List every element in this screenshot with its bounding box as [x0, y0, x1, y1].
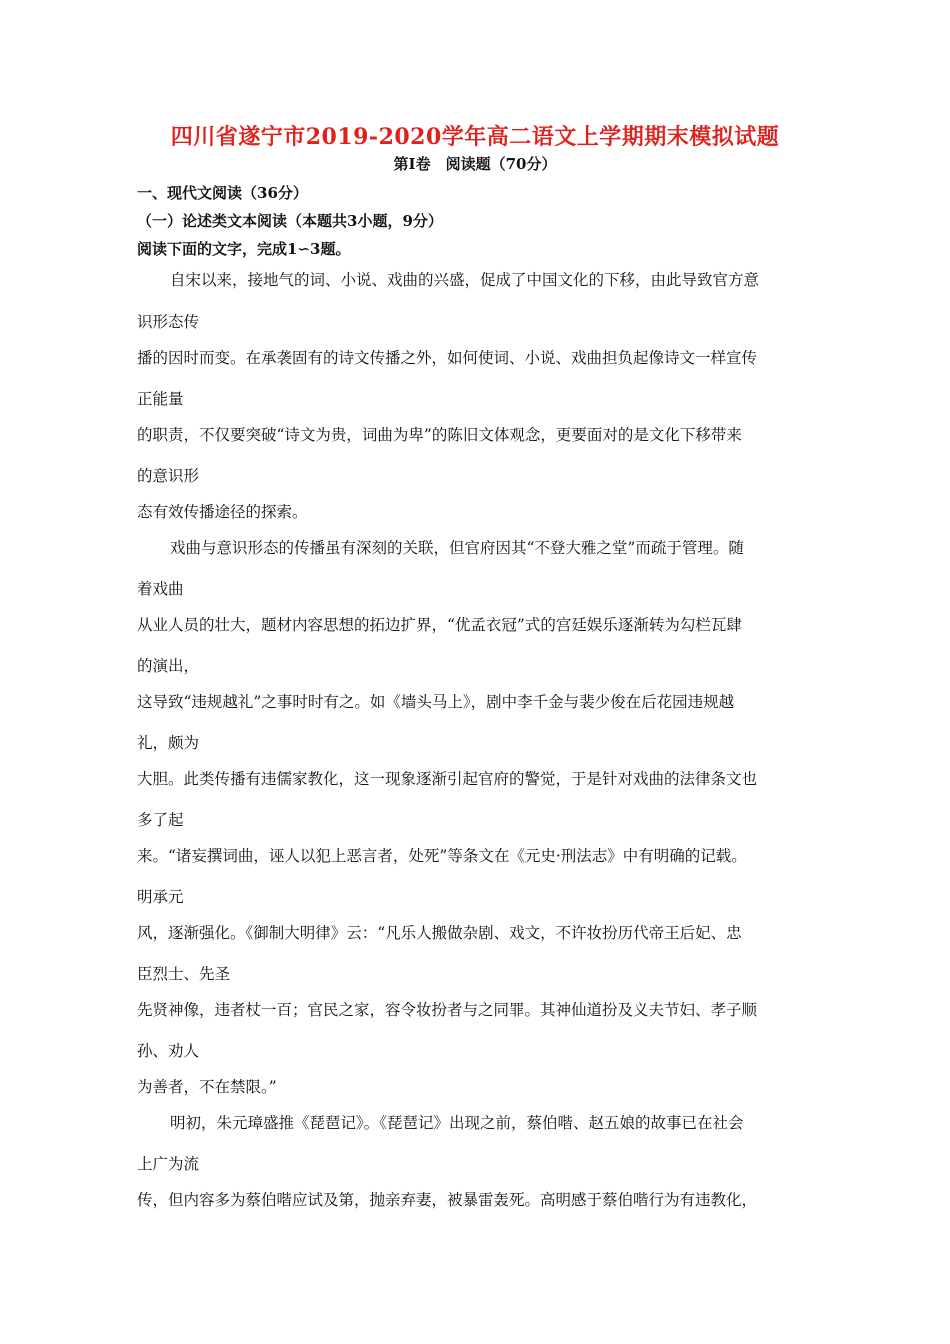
paragraph-line: 风，逐渐强化。《御制大明律》云：“凡乐人搬做杂剧、戏文，不许妆扮历代帝王后妃、忠 [137, 924, 742, 942]
paragraph-line: 臣烈士、先圣 [137, 965, 231, 983]
paragraph-line: 大胆。此类传播有违儒家教化，这一现象逐渐引起官府的警觉，于是针对戏曲的法律条文也 [137, 770, 758, 788]
section-heading: 一、现代文阅读（36分） [137, 184, 308, 202]
paragraph-line: 识形态传 [137, 313, 200, 331]
paragraph-line: 的演出， [137, 657, 200, 675]
paragraph-line: 从业人员的壮大，题材内容思想的拓边扩界，“优孟衣冠”式的宫廷娱乐逐渐转为勾栏瓦肆 [137, 616, 742, 634]
paragraph-line: 着戏曲 [137, 580, 184, 598]
paragraph-line: 播的因时而变。在承袭固有的诗文传播之外，如何使词、小说、戏曲担负起像诗文一样宣传 [137, 349, 758, 367]
paragraph-line: 礼，颇为 [137, 734, 200, 752]
paragraph-line: 明初，朱元璋盛推《琵琶记》。《琵琶记》出现之前，蔡伯喈、赵五娘的故事已在社会 [170, 1114, 744, 1132]
paragraph-line: 多了起 [137, 811, 184, 829]
document-title: 四川省遂宁市2019-2020学年高二语文上学期期末模拟试题 [170, 124, 780, 150]
document-subtitle: 第Ⅰ卷 阅读题（70分） [393, 155, 557, 173]
paragraph-line: 自宋以来，接地气的词、小说、戏曲的兴盛，促成了中国文化的下移，由此导致官方意 [170, 271, 760, 289]
paragraph-line: 戏曲与意识形态的传播虽有深刻的关联，但官府因其“不登大雅之堂”而疏于管理。随 [170, 539, 744, 557]
paragraph-line: 传，但内容多为蔡伯喈应试及第，抛亲弃妻，被暴雷轰死。高明感于蔡伯喈行为有违教化， [137, 1191, 758, 1209]
paragraph-line: 态有效传播途径的探索。 [137, 503, 308, 521]
paragraph-line: 先贤神像，违者杖一百；官民之家，容令妆扮者与之同罪。其神仙道扮及义夫节妇、孝子顺 [137, 1001, 758, 1019]
paragraph-line: 明承元 [137, 888, 184, 906]
reading-instruction: 阅读下面的文字，完成1∽3题。 [137, 240, 351, 258]
paragraph-line: 的职责，不仅要突破“诗文为贵，词曲为卑”的陈旧文体观念，更要面对的是文化下移带来 [137, 426, 742, 444]
paragraph-line: 正能量 [137, 390, 184, 408]
paragraph-line: 为善者，不在禁限。” [137, 1078, 277, 1096]
paragraph-line: 的意识形 [137, 467, 200, 485]
paragraph-line: 来。“诸妄撰词曲，诬人以犯上恶言者，处死”等条文在《元史·刑法志》中有明确的记载。 [137, 847, 747, 865]
paragraph-line: 上广为流 [137, 1155, 200, 1173]
subsection-heading: （一）论述类文本阅读（本题共3小题，9分） [137, 212, 443, 230]
paragraph-line: 这导致“违规越礼”之事时时有之。如《墙头马上》，剧中李千金与裴少俊在后花园违规越 [137, 693, 735, 711]
paragraph-line: 孙、劝人 [137, 1042, 200, 1060]
